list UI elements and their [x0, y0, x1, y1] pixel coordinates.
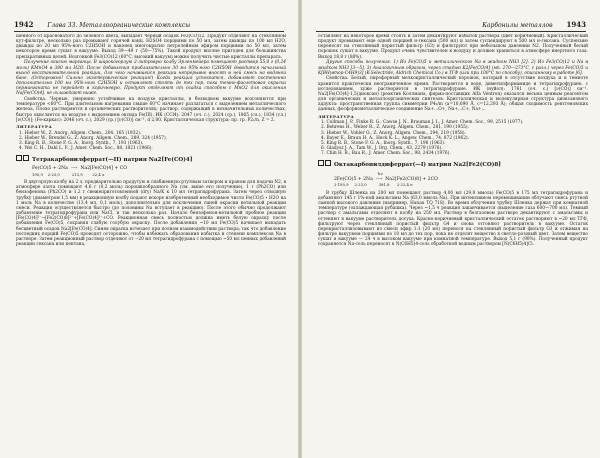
reference-item: 1. Collman J. P., Finke R. G., Cawse J. N., Brauman J. I., J. Amer. Chem. Soc., 99, 2515 (1977). — [321, 120, 524, 126]
right-paragraph: оставляют на некоторое время стоять и затем декантируют избыток раствора (цвет коричневый). Кристаллический продукт промывают еще одной порцией н-гексана (500 мл) и затем суспендируют в 500 мл н-гексана. Суспензию переносят на стеклянный пористый фильтр (G3) и фильтруют при небольшом давлении N2. Полученный белый порошок сушат в вакууме. Продукт очень чувствителен к воздуху и должен храниться в атмосфере инертного газа. Выход 18,8 г (88%). — [318, 34, 588, 60]
reference-item: 4. Wei C. H., Dahl L. F., J. Amer. Chem. Soc., 88, 1821 (1966). — [19, 145, 153, 151]
reference-item: 3. King R. B., Stone F. G. A., Inorg. Synth., 7, 193 (1963). — [19, 140, 144, 146]
right-literature-heading: ЛИТЕРАТУРА — [318, 114, 355, 120]
left-page — [0, 0, 298, 458]
reference-item: 3. Hieber W., Vohler O., Z. Anorg. Allgem. Chem., 294, 219 (1958). — [321, 130, 466, 136]
left-equation — [32, 166, 286, 177]
left-running-title: Глава 33. Металлоорганические комплексы — [47, 22, 191, 29]
section-marker-icon — [16, 155, 30, 164]
left-section-title: Тетракарбонилферрат(—II) натрия Na2[Fe(CO)4] — [31, 157, 193, 164]
left-text-column — [16, 34, 286, 454]
reference-item: 1. Hieber W., Z. Anorg. Allgem. Chem., 204, 165 (1932). — [19, 130, 142, 136]
reference-item: 2. Behrens H., Weber R., Z. Anorg. Allgem. Chem., 281, 190 (1955). — [321, 125, 469, 131]
equation-masses: 195,9 2·23,0 213,9 22,4 л — [32, 171, 105, 177]
equation-condition: hν — [378, 171, 383, 177]
left-header-rule — [14, 31, 284, 32]
left-section-heading — [16, 155, 286, 164]
right-paragraph: Свойства. Белый, пирофорный мелкокристаллический порошок, который в отсутствие воздуха и в темноте хранится практически неограниченное время. Растворяется в воде, диметилформамиде и тетрагидрофуране, с исследованием, хуже растворяется в тетрагидрофуране. ИК (нуйол): 1761 (оч. с.) [ν(CO)] см⁻¹. Na2[Fe(CO)4]·1,5(диоксан) (реактив Коллмана, фирма-поставщик Alfa Ventron) оказался весьма ценным реагентом для органических и металлоорганических синтезов. Кристаллическая и молекулярная структура диоксанового аддукта: пространственная группа симметрии P4₂/m (a=10,690 Å, c=12,293 Å); общая сходимость рентгеновских данных, фосфорнометаллическое соединение Na+...O+, Na+...C+, Na+... — [318, 76, 588, 113]
equation-masses: 2·195,9 2·23,0 381,8 2·22,4 л — [334, 182, 413, 188]
equation-line: Fe(CO)5 + 2Na ⟶ Na2[Fe(CO)4] + CO — [32, 166, 128, 172]
right-literature-list — [321, 120, 588, 157]
right-equation — [334, 171, 588, 188]
left-literature-heading: ЛИТЕРАТУРА — [16, 124, 53, 130]
equation-line: 2Fe(CO)5 + 2Na ⟶ Na2[Fe2(CO)8] + 2CO — [334, 176, 438, 182]
right-section-title: Октакарбонилдиферрат(—I) натрия Na2[Fe2(CO)8] — [333, 162, 501, 169]
left-paragraph: Свойства. Черные, умеренно устойчивые на воздухе кристаллы, в безводном вакууме возгоняются при температуре <60°C. При длительном нагревании свыше 60°C начинает разлагаться с выделением металлического железа. Плохо растворяется в органических растворителях; раствор, содержащий в незначительных количествах, быстро окисляется на воздухе с выделением оксида Fe(III). ИК (CCl4): 2047 (оч. с.), 2024 (ср.), 1865 (сл.), 1834 (сл.) [ν(CO)]; (Fe-каркас): 2046 (оч. с.), 2029 (ср.) [ν(CO)] см⁻¹, d 2,00. Кристаллическая структура: пр. гр. P2₁/n, Z = 2. — [16, 97, 286, 123]
right-running-title: Карбонилы металлов — [482, 22, 553, 29]
left-header — [14, 20, 284, 30]
left-paragraph: шенного от красноватого до зеленого цвета, выпадает черный осадок Fe3(CO)12. Продукт отделяют на стеклянном кут-фильтре, несколько раз промывают горячей конц. H2SO4 порциями по 50 мл, затем дважды по 100 мл H2O, дважды по 20 мл 95%-ного C2H5OH и наконец многократно петролейным эфиром порциями по 50 мл, затем некоторое время сушат в вакууме. Выход 39—49 г (50—75%). Такой продукт вполне пригоден для большинства препаративных целей. Возгонкой Fe3(CO)12 (60°C, высокий вакуум) можно получить чистые кристаллы препарата. — [16, 34, 286, 60]
right-paragraph: Другие способы получения. 1) Из Fe(CO)5 и металлического Na в жидком NH3 [2]. 2) Из Fe3(CO)12 и Na в жидком NH3 [3—5]. 3) Аналогичным образом, через стадию K2[Fe(CO)4] (мп. 270—273°C, с разл.) через Fe(CO)5 и K[BH(втор-C4H9)3] (K-Selectride, Aldrich Chemical Co.) в ТГФ (или при 100°C по способу), описанному в работе [6]. — [318, 60, 588, 76]
reference-item: 5. King R. B., Stone F. G. A., Inorg. Synth., 7, 196 (1963). — [321, 140, 446, 146]
right-paragraph: В трубку Шленка на 200 мл помещают раствор 4,00 мл (29,8 ммоль) Fe(CO)5 в 175 мл тетрагидрофурана и добавляют 145 г 1%-ной амальгамы Na (63,0 ммоль Na). При интенсивном перемешивании облучают смесь ртутной лампой высокого давления (например, Hanau TQ 718). Во время облучения трубку Шленка держат при комнатной температуре (охлаждающая рубашка). Через ~1,5 ч реакция заканчивается (выделение газа 600—700 мл). Темный раствор с амальгамы отделяют в колбу на 250 мл. Раствор в безгазовом растворе декантируют с амальгамы и оттеняют в вакууме растворитель досуха. Красно-коричневый кристаллический остаток растворяют в ~20 мл ТГФ, фильтруют через стеклянный пористый фильтр G4 и снова отгоняют растворитель в вакууме. Остаток перекристаллизовывают из смеси эфир 1:1 (20 мл) перенося на стеклянный пористый фильтр G3 и отжимая на фильтре вакуумом порциями по 10 мл до тех пор, пока не отделят вещество в светло-розовый цвет. Затем вещество сушат в вакууме — 24 ч в высоком вакууме при комнатной температуре. Выход 5,1 г (90%). Полученный продукт сохраняется Na-соль переносят в N(C6H5)4-соль обработкой водным раствором [N(C6H5)4]Cl. — [318, 190, 588, 248]
reference-item: 4. Bayer E., Braun H. A., Heck K. L., Angew. Chem., 74, 872 (1962). — [321, 135, 469, 141]
section-marker-icon — [318, 160, 332, 169]
left-literature-list — [19, 130, 286, 152]
right-page-number: 1943 — [566, 20, 586, 29]
reference-item: 6. Gladysz J. A., Tam W., J. Org. Chem., 43, 2279 (1978). — [321, 145, 443, 151]
right-section-heading — [318, 160, 588, 169]
right-page — [302, 0, 600, 458]
left-paragraph: Получение окисью марганца. В широкогорлую 2-литровую колбу Эрленмейера помещают раствор 55,0 г (0,24 моль) KMnO4 в 380 мл H2O. После добавления приблизительно 30 мл 95%-ного C2H5OH доводится начальный выход восстановительной реакции, для чего начавшейся реакции непрерывно вносят в ней смесь на водяной бане. (Осторожно! Сильно экзотермическая реакция!) Когда реакция успокоится, добавляют постепенно дополнительно 100 мл 95%-ного C2H5OH и оставляют стоять до тех пор, пока темно-фиолетовая окраска перманганата не перейдет в коричневую. Продукт отделяют от осадка способом с MnO2 для окисления Na[Fe(CO)4], не охлаждают ниже. — [16, 60, 286, 97]
right-header-rule — [316, 31, 586, 32]
right-header — [316, 20, 586, 30]
reference-item: 7. Chin H. B., Bau R., J. Amer. Chem. Soc., 98, 2434 (1976). — [321, 151, 451, 157]
right-text-column — [318, 34, 588, 454]
reference-item: 2. Hieber W., Brendel G., Z. Anorg. Allgem. Chem., 289, 324 (1957). — [19, 135, 168, 141]
left-paragraph: В двугорлую колбу на 2 л, предварительно продутую и снабженную ртутным затвором и краном для подачи N2, в атмосфере азота помещают 4,6 г (0,2 моль) порошкообразного Na (см. выше его получение), 1 г (Ph2CO) или бензофенона (Ph2CO) и 1,2 г свежеприготовленной (dry) Na/K к 10 мл тетрагидрофурана. Затем через отводную трубку (диаметром 1,5 мм) в реакционную колбу подают вскоре изобретенный необходимое число Fe(CO)5 ∙ H2O на 1 моль Na в количестве (13,4 мл, 0,1 моль), дополнительно для исключения синей окраски кетильной реакции смеси. Реакция осуществляется быстро (до половины Na вступает в реакцию). После этого обычно продолжают добавление тетрагидрофурана или NaCl, и так несколько раз. Начало бензофенон-кетильной пробное реакции [Fe(CO)4]²⁻→[Fe2(CO)8]²⁻+[Fe(CO)4]²⁻+CO. Реакционная смесь полностью должна иметь белую окраску после добавления Fe(CO)5, сохраняя слабую голубую окраску. После добавления ~10 мл Fe(CO)5 начинает выпадать бесцветный осадок Na2[Fe(CO)4]. Синяя окраска исчезает при полном взаимодействии раствора; так что добавление последних порций Fe(CO)5 проводят осторожно, чтобы избежать образования избытка и степени комплексов Na в растворе. Затем реакционный раствор отделяют от ∼20 мл тетрагидрофурана с помощью ~50 мл пенных добавлений реакции гексана или пентана, — [16, 180, 286, 247]
left-page-number: 1942 — [14, 20, 34, 29]
